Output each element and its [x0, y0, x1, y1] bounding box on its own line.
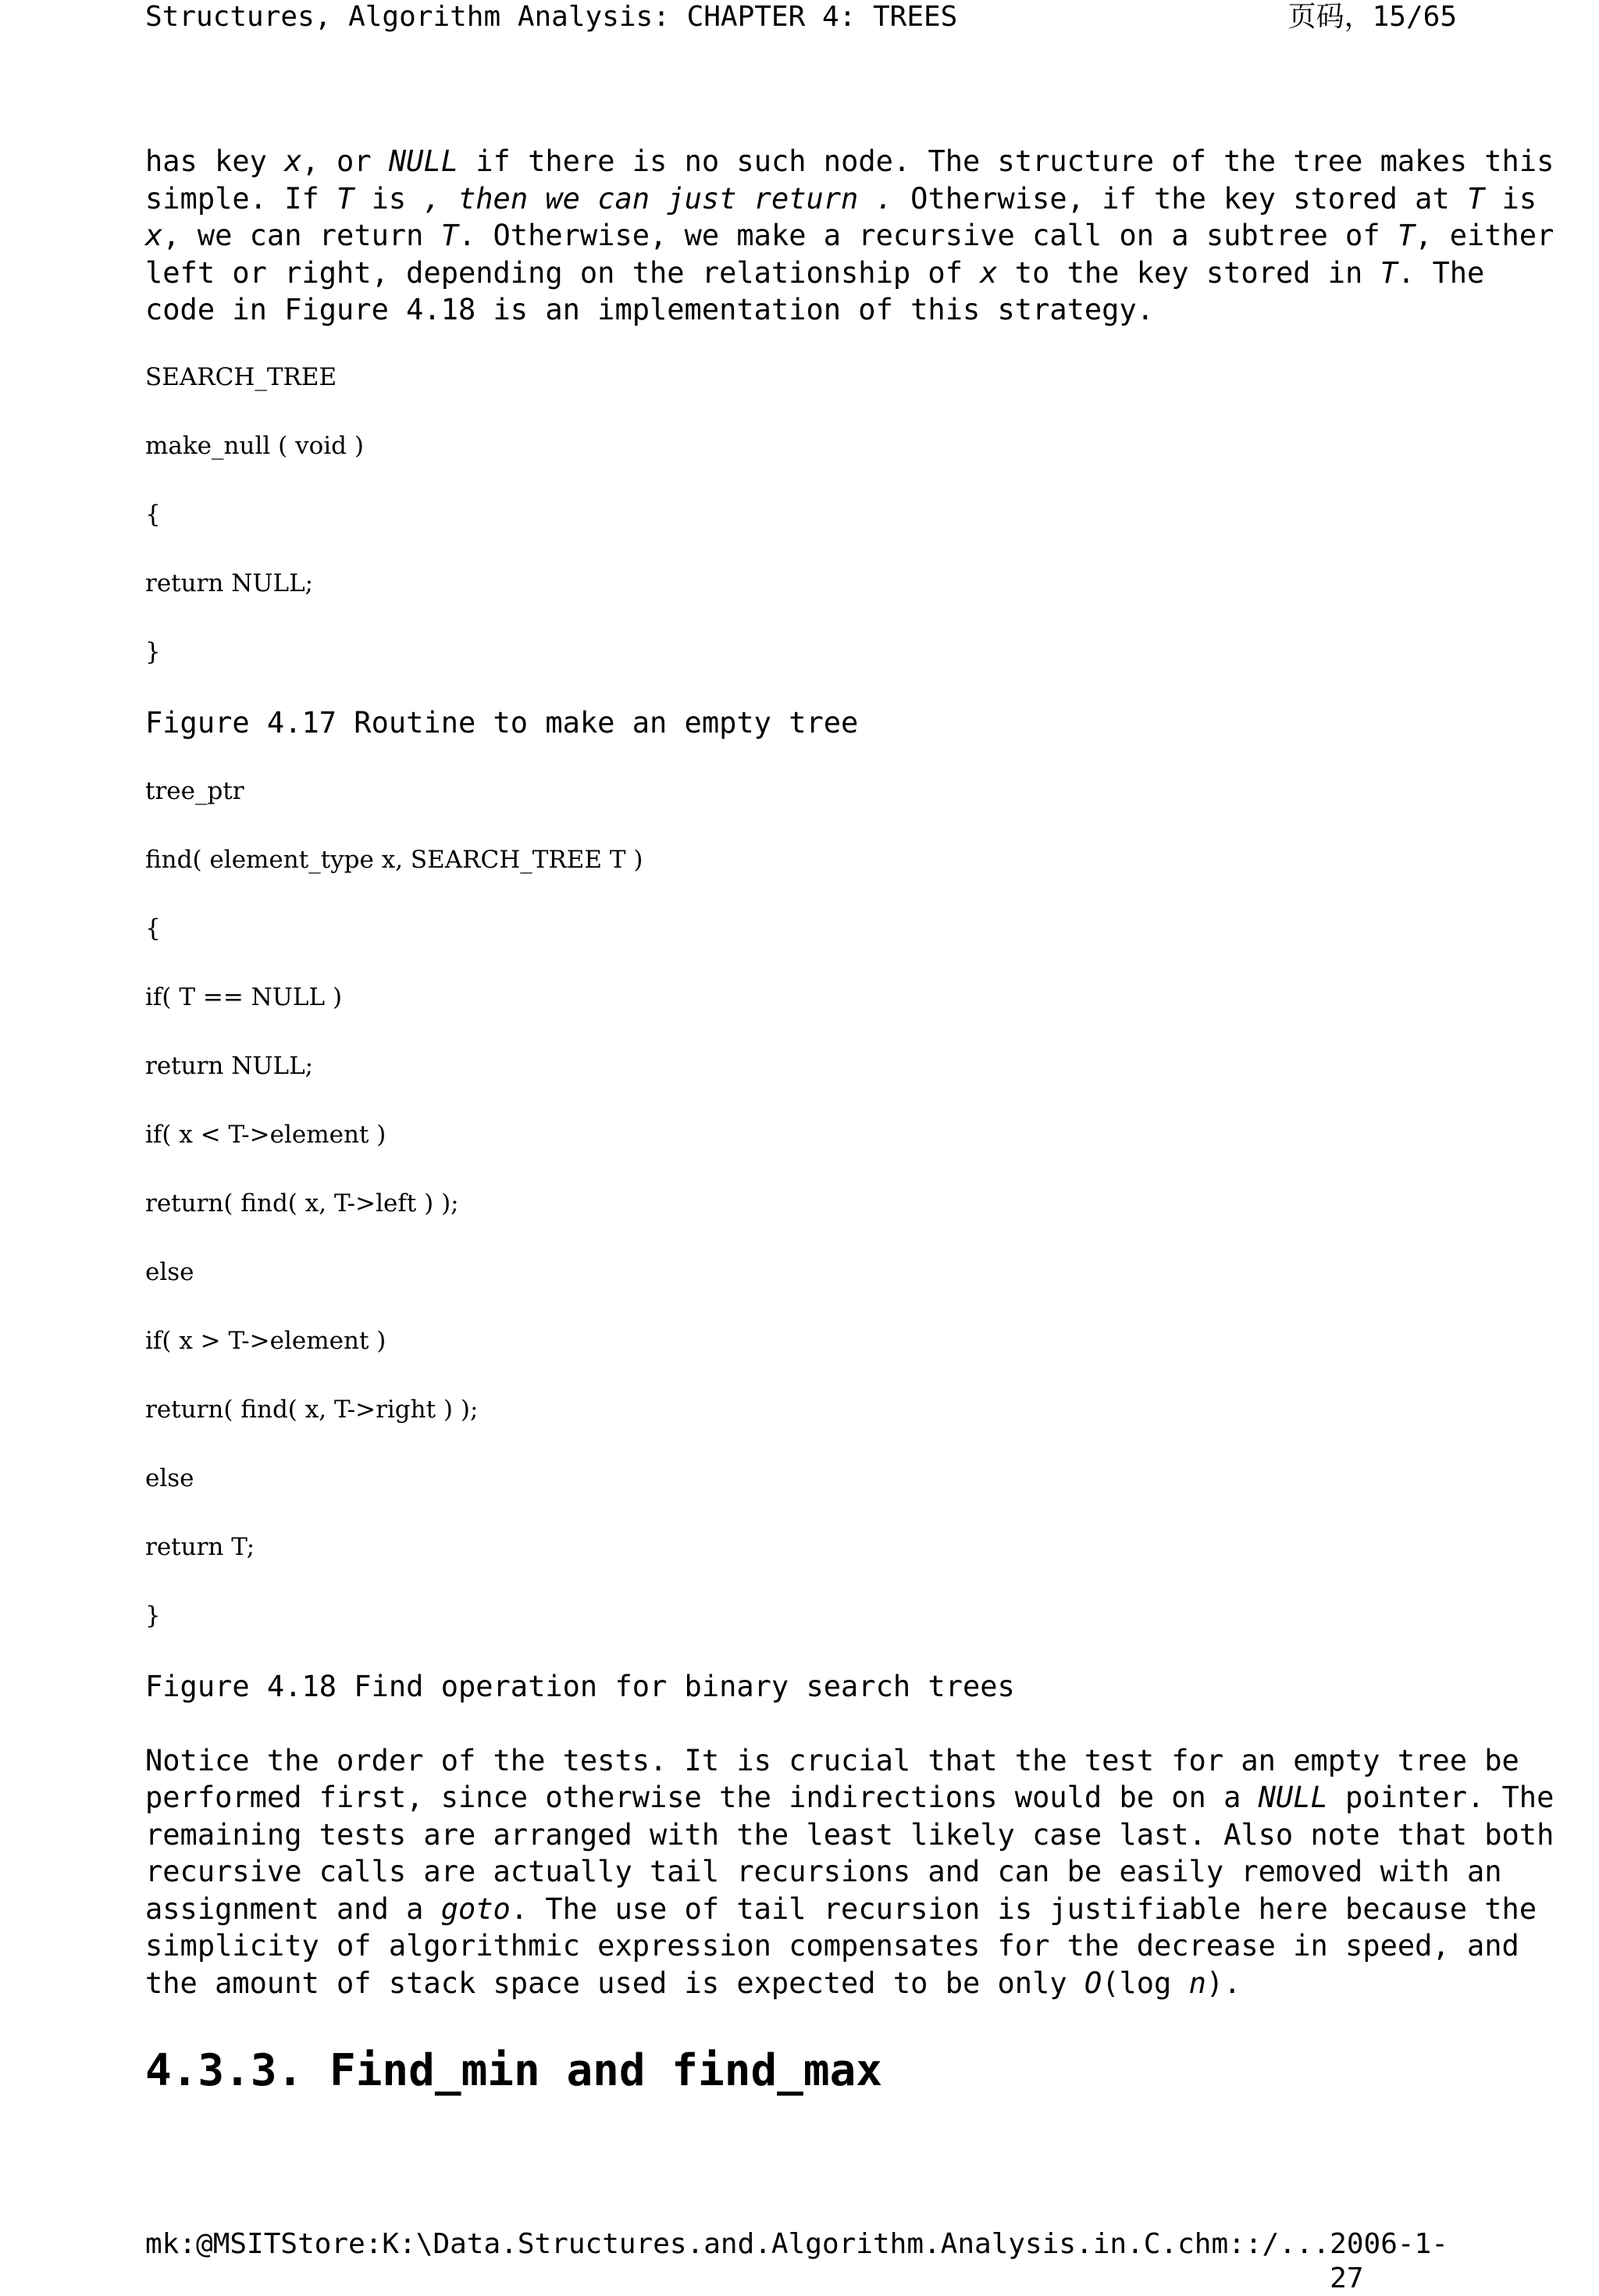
code-line: if( x > T->element ) — [145, 1326, 386, 1355]
notice-line-6: simplicity of algorithmic expression compensates for the decrease in speed, and — [145, 1929, 1519, 1963]
code-line: else — [145, 1257, 194, 1286]
code-line: if( x < T->element ) — [145, 1120, 386, 1149]
intro-line-2: simple. If T is , then we can just return . Otherwise, if the key stored at T is — [145, 181, 1537, 216]
code-line: return NULL; — [145, 1051, 314, 1080]
notice-line-3: remaining tests are arranged with the least likely case last. Also note that both — [145, 1817, 1554, 1852]
section-heading: 4.3.3. Find_min and find_max — [145, 2045, 883, 2096]
code-line: if( T == NULL ) — [145, 982, 343, 1011]
intro-line-3: x, we can return T. Otherwise, we make a recursive call on a subtree of T, either — [145, 219, 1554, 252]
code-line: } — [145, 1601, 161, 1630]
intro-line-1: has key x, or NULL if there is no such node. The structure of the tree makes this — [145, 144, 1554, 178]
notice-paragraph — [145, 1742, 1554, 2002]
code-line: tree_ptr — [145, 776, 244, 805]
code-line: make_null ( void ) — [145, 431, 364, 460]
footer-date: 2006-1-27 — [1330, 2228, 1448, 2294]
intro-paragraph — [145, 143, 1554, 329]
footer-path: mk:@MSITStore:K:\Data.Structures.and.Algorithm.Analysis.in.C.chm::/... — [145, 2228, 1330, 2260]
header-page-number: 页码，15/65 — [1287, 1, 1457, 33]
figure-4-17-caption: Figure 4.17 Routine to make an empty tree — [145, 705, 859, 740]
code-line: { — [145, 500, 161, 529]
figure-4-18-caption: Figure 4.18 Find operation for binary search trees — [145, 1669, 1015, 1703]
page-header — [145, 0, 1457, 37]
code-line: SEARCH_TREE — [145, 362, 337, 391]
page-footer — [145, 2227, 1457, 2294]
code-line: return T; — [145, 1532, 255, 1561]
notice-line-1: Notice the order of the tests. It is crucial that the test for an empty tree be — [145, 1743, 1519, 1777]
intro-line-4: left or right, depending on the relationship of x to the key stored in T. The — [145, 255, 1485, 290]
figure-4-18-code — [145, 775, 1457, 1631]
page-content — [145, 143, 1554, 2098]
code-line: else — [145, 1464, 194, 1492]
code-line: } — [145, 637, 161, 666]
code-line: return( find( x, T->right ) ); — [145, 1395, 479, 1424]
intro-line-5: code in Figure 4.18 is an implementation of this strategy. — [145, 293, 1155, 326]
code-line: return NULL; — [145, 569, 314, 597]
notice-line-2: performed first, since otherwise the indirections would be on a NULL pointer. The — [145, 1781, 1554, 1814]
notice-line-7: the amount of stack space used is expected to be only O(log n). — [145, 1966, 1241, 2000]
notice-line-5: assignment and a goto. The use of tail recursion is justifiable here because the — [145, 1891, 1537, 1926]
code-line: find( element_type x, SEARCH_TREE T ) — [145, 845, 643, 874]
code-line: return( find( x, T->left ) ); — [145, 1189, 459, 1218]
figure-4-17-code — [145, 362, 1457, 668]
code-line: { — [145, 914, 161, 943]
notice-line-4: recursive calls are actually tail recursions and can be easily removed with an — [145, 1855, 1502, 1888]
header-title: Structures, Algorithm Analysis: CHAPTER 4: TREES — [145, 1, 958, 33]
